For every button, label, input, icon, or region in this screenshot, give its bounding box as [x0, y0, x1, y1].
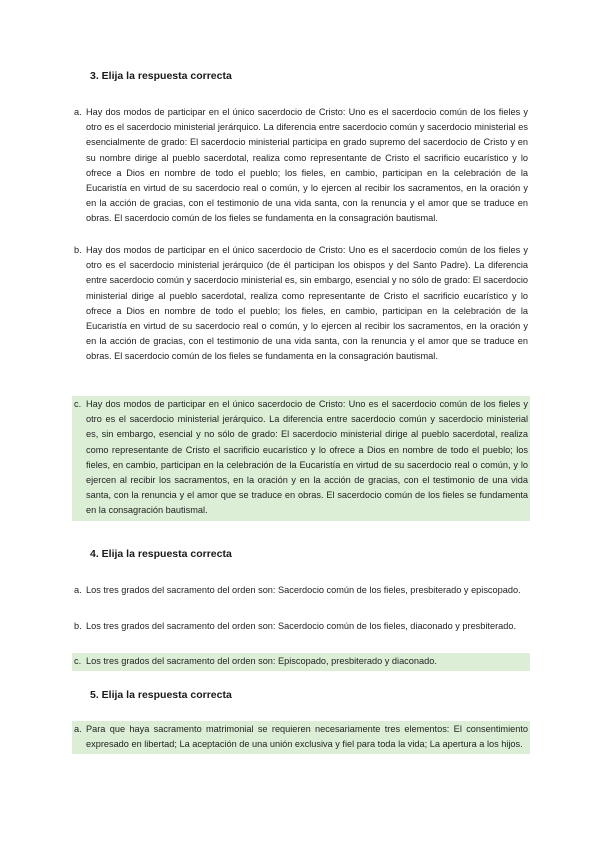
option-letter: a. [74, 107, 82, 117]
option-text: Los tres grados del sacramento del orden son: Sacerdocio común de los fieles, diaconado y presbiterado. [86, 621, 517, 631]
option-letter: a. [74, 585, 82, 595]
question-3-title: 3. Elija la respuesta correcta [90, 70, 232, 82]
option-letter: b. [74, 621, 82, 631]
question-3-option-b[interactable] [72, 242, 530, 367]
option-text: Hay dos modos de participar en el único sacerdocio de Cristo: Uno es el sacerdocio común de los fieles y otro es el sacerdocio ministerial jerárquico (de él participan los obispos y del Santo Padre). La diferencia entre sacerdocio común y sacerdocio ministerial es, sin embargo, esencial y no sólo de grado: El sacerdocio ministerial dirige al pueblo sacerdotal, realiza como representante de Cristo el sacrificio eucarístico y lo ofrece a Dios en nombre de todo el pueblo; los fieles, en cambio, participan en la celebración de la Eucaristía en virtud de su sacerdocio real o común, y lo ejercen al recibir los sacramentos, en la oración y en la acción de gracias, con el testimonio de una vida santa, con la renuncia y el amor que se traduce en obras. El sacerdocio común de los fieles se fundamenta en la consagración bautismal. [86, 245, 528, 362]
question-4-option-b[interactable] [72, 618, 530, 636]
question-3-option-c[interactable] [72, 396, 530, 521]
option-text: Hay dos modos de participar en el único sacerdocio de Cristo: Uno es el sacerdocio común de los fieles y otro es el sacerdocio ministerial jerárquico. La diferencia entre sacerdocio común y sacerdocio ministerial es esencialmente de grado: El sacerdocio ministerial participa en grado supremo del sacerdocio de Cristo y en su nombre dirige al pueblo sacerdotal, realiza como representante de Cristo el sacrificio eucarístico y lo ofrece a Dios en nombre de todo el pueblo; los fieles, en cambio, participan en la celebración de la Eucaristía en virtud de su sacerdocio real o común, y lo ejercen al recibir los sacramentos, en la oración y en la acción de gracias, con el testimonio de una vida santa, con la renuncia y el amor que se traduce en obras. El sacerdocio común de los fieles se fundamenta en la consagración bautismal. [86, 107, 528, 224]
option-text: Los tres grados del sacramento del orden son: Episcopado, presbiterado y diaconado. [86, 656, 437, 666]
option-text: Para que haya sacramento matrimonial se requieren necesariamente tres elementos: El consentimiento expresado en libertad; La aceptación de una unión exclusiva y fiel para toda la vida; La apertura a los hijos. [86, 724, 528, 750]
question-4-option-c[interactable] [72, 653, 530, 671]
question-5-title: 5. Elija la respuesta correcta [90, 689, 232, 701]
option-text: Hay dos modos de participar en el único sacerdocio de Cristo: Uno es el sacerdocio común de los fieles y otro es el sacerdocio ministerial jerárquico. La diferencia entre sacerdocio común y sacerdocio ministerial es, sin embargo, esencial y no sólo de grado: El sacerdocio ministerial dirige al pueblo sacerdotal, realiza como representante de Cristo el sacrificio eucarístico y lo ofrece a Dios en nombre de todo el pueblo; los fieles, en cambio, participan en la celebración de la Eucaristía en virtud de su sacerdocio real o común, y lo ejercen al recibir los sacramentos, en la oración y en la acción de gracias, con el testimonio de una vida santa, con la renuncia y el amor que se traduce en obras. El sacerdocio común de los fieles se fundamenta en la consagración bautismal. [86, 399, 528, 516]
question-4-option-a[interactable] [72, 582, 530, 600]
question-4-title: 4. Elija la respuesta correcta [90, 548, 232, 560]
option-letter: a. [74, 724, 82, 734]
question-5-option-a[interactable] [72, 721, 530, 754]
option-letter: c. [74, 399, 82, 409]
option-text: Los tres grados del sacramento del orden son: Sacerdocio común de los fieles, presbiterado y episcopado. [86, 585, 521, 595]
option-letter: b. [74, 245, 82, 255]
question-3-option-a[interactable] [72, 104, 530, 229]
option-letter: c. [74, 656, 82, 666]
